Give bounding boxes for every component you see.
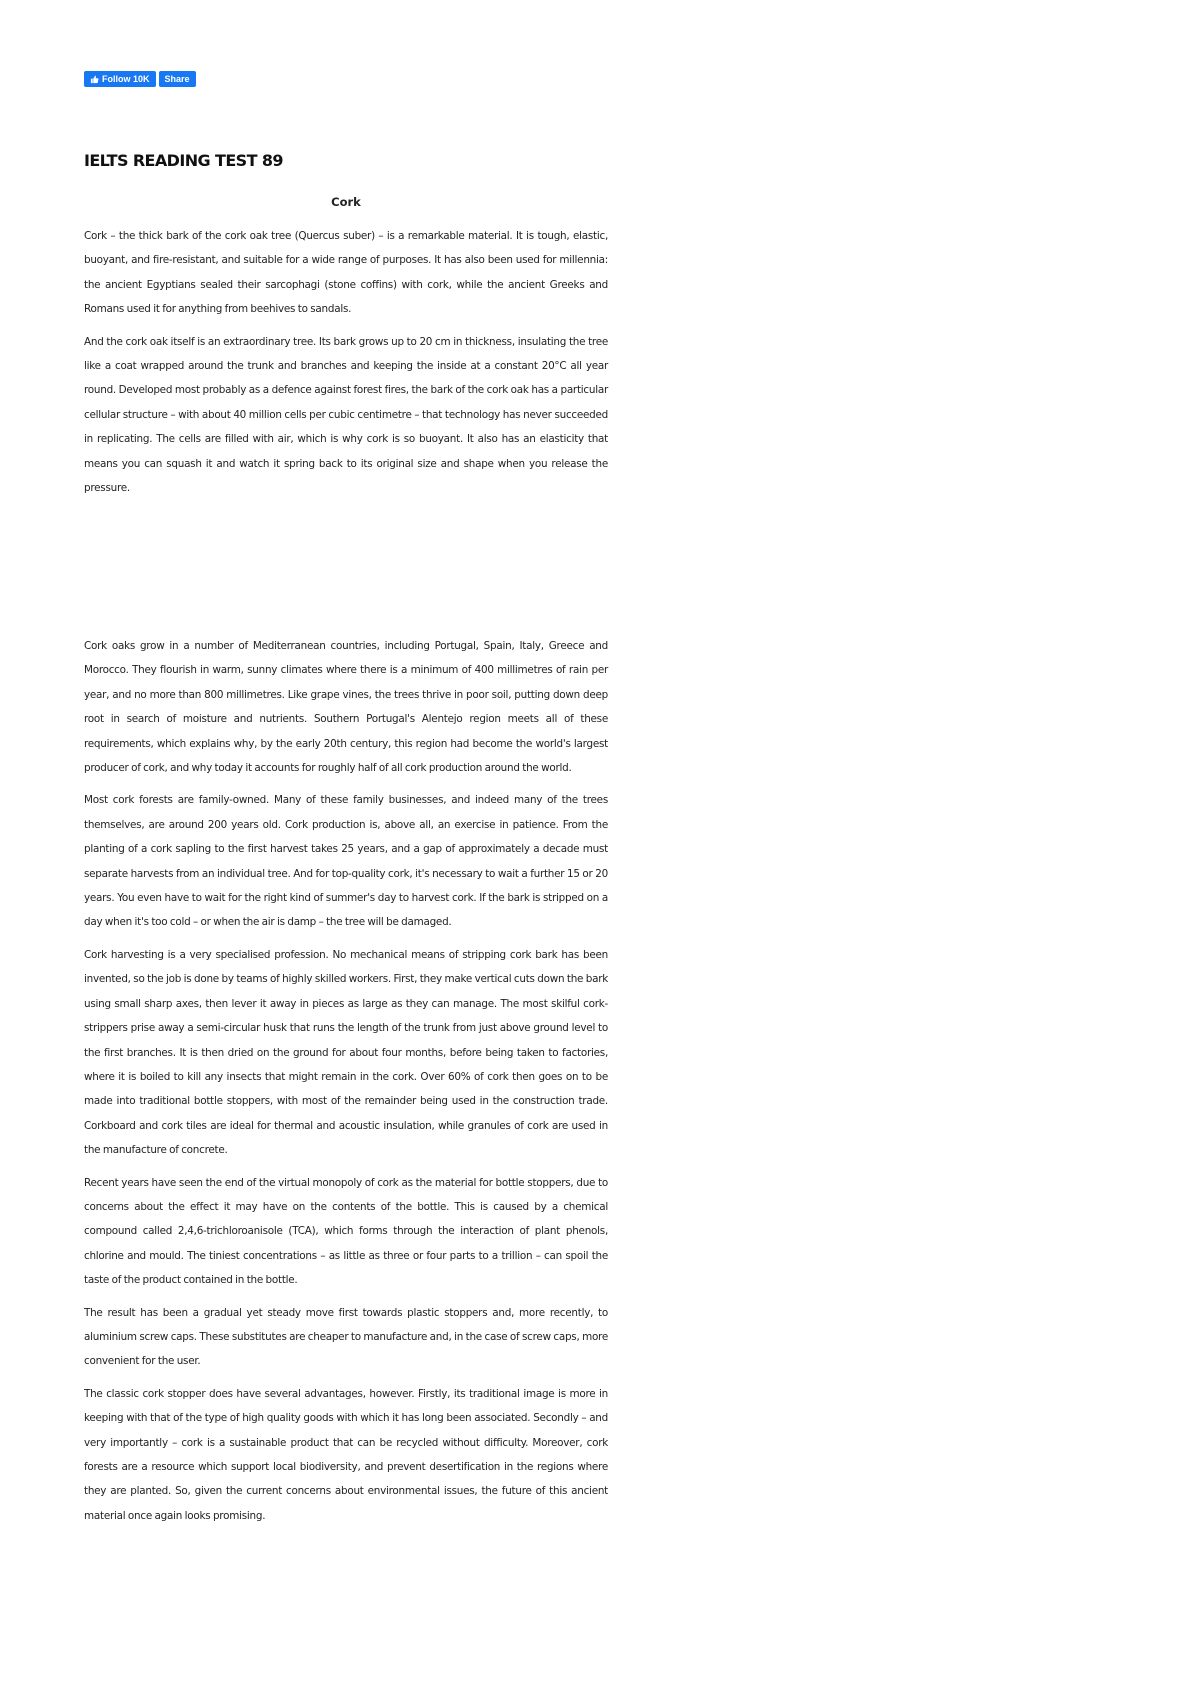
passage-text-lower — [84, 634, 608, 1536]
paragraph: The result has been a gradual yet steady move first towards plastic stoppers and, more recently, to aluminium screw caps. These substitutes are cheaper to manufacture and, in the case of screw caps, more convenient for the user. — [84, 1306, 608, 1368]
paragraph: Recent years have seen the end of the virtual monopoly of cork as the material for bottle stoppers, due to concerns about the effect it may have on the contents of the bottle. This is caused by a chemical compound called 2,4,6-trichloroanisole (TCA), which forms through the interaction of plant phenols, chlorine and mould. The tiniest concentrations – as little as three or four parts to a trillion – can spoil the taste of the product contained in the bottle. — [84, 1176, 608, 1287]
passage-title: Cork — [331, 195, 361, 209]
paragraph: Cork harvesting is a very specialised profession. No mechanical means of stripping cork bark has been invented, so the job is done by teams of highly skilled workers. First, they make vertical cuts down the bark using small sharp axes, then lever it away in pieces as large as they can manage. The most skilful cork- strippers prise away a semi-circular husk that runs the length of the trunk from just above ground level to the first branches. It is then dried on the ground for about four months, before being taken to factories, where it is boiled to kill any insects that might remain in the cork. Over 60% of cork then goes on to be made into traditional bottle stoppers, with most of the remainder being used in the construction trade. Corkboard and cork tiles are ideal for thermal and acoustic insulation, while granules of cork are used in the manufacture of concrete. — [84, 948, 608, 1157]
paragraph: Most cork forests are family-owned. Many of these family businesses, and indeed many of the trees themselves, are around 200 years old. Cork production is, above all, an exercise in patience. From the planting of a cork sapling to the first harvest takes 25 years, and a gap of approximately a decade must separate harvests from an individual tree. And for top-quality cork, it's necessary to wait a further 15 or 20 years. You even have to wait for the right kind of summer's day to harvest cork. If the bark is stripped on a day when it's too cold – or when the air is damp – the tree will be damaged. — [84, 794, 608, 929]
paragraph: Cork – the thick bark of the cork oak tree (Quercus suber) – is a remarkable material. It is tough, elastic, buoyant, and fire-resistant, and suitable for a wide range of purposes. It has also been used for millennia: the ancient Egyptians sealed their sarcophagi (stone coffins) with cork, while the ancient Greeks and Romans used it for anything from beehives to sandals. — [84, 230, 608, 316]
paragraph: And the cork oak itself is an extraordinary tree. Its bark grows up to 20 cm in thickness, insulating the tree like a coat wrapped around the trunk and branches and keeping the inside at a constant 20°C all year round. Developed most probably as a defence against forest fires, the bark of the cork oak has a particular cellular structure – with about 40 million cells per cubic centimetre – that technology has never succeeded in replicating. The cells are filled with air, which is why cork is so buoyant. It also has an elasticity that means you can squash it and watch it spring back to its original size and shape when you release the pressure. — [84, 335, 608, 495]
facebook-follow-button[interactable] — [84, 71, 156, 87]
page-title: IELTS READING TEST 89 — [84, 151, 283, 170]
paragraph: The classic cork stopper does have several advantages, however. Firstly, its traditional image is more in keeping with that of the type of high quality goods with which it has long been associated. Secondly – and very importantly – cork is a sustainable product that can be recycled without difficulty. Moreover, cork forests are a resource which support local biodiversity, and prevent desertification in the regions where they are planted. So, given the current concerns about environmental issues, the future of this ancient material once again looks promising. — [84, 1387, 608, 1522]
follow-label: Follow 10K — [102, 74, 150, 84]
share-label: Share — [164, 74, 190, 84]
paragraph: Cork oaks grow in a number of Mediterranean countries, including Portugal, Spain, Italy, Greece and Morocco. They flourish in warm, sunny climates where there is a minimum of 400 millimetres of rain per year, and no more than 800 millimetres. Like grape vines, the trees thrive in poor soil, putting down deep root in search of moisture and nutrients. Southern Portugal's Alentejo region meets all of these requirements, which explains why, by the early 20th century, this region had become the world's largest producer of cork, and why today it accounts for roughly half of all cork production around the world. — [84, 640, 608, 775]
social-share-bar — [84, 71, 196, 87]
passage-text-upper — [84, 224, 608, 508]
facebook-share-button[interactable] — [159, 71, 196, 87]
thumbs-up-icon — [90, 75, 99, 84]
